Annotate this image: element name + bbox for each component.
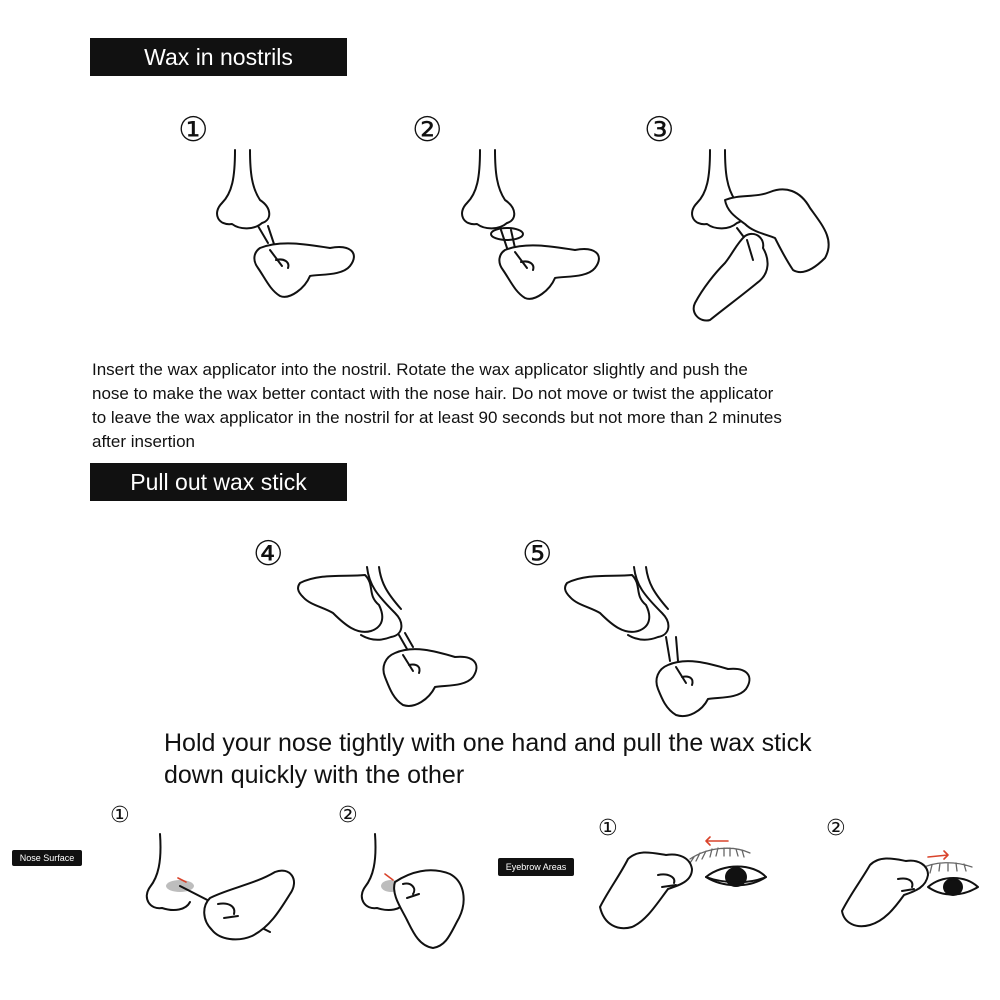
eyebrow-step-1-number: ① [598, 816, 618, 841]
eyebrow-areas-label: Eyebrow Areas [498, 858, 574, 876]
step-5-illustration [562, 565, 762, 720]
pull-instructions [164, 727, 944, 791]
instruction-line: nose to make the wax better contact with the nose hair. Do not move or twist the applicator [92, 384, 774, 403]
step-3-illustration [685, 148, 845, 328]
step-5-number: ⑤ [522, 534, 553, 574]
step-2-number: ② [412, 110, 443, 150]
nose-surface-label: Nose Surface [12, 850, 82, 866]
nose-surface-step-2-illustration [355, 832, 475, 952]
section-title-pull-out-wax-stick: Pull out wax stick [90, 463, 347, 501]
caption-line: down quickly with the other [164, 761, 465, 789]
eyebrow-step-1-illustration [598, 835, 788, 935]
instruction-line: after insertion [92, 432, 195, 451]
step-2-illustration [455, 148, 615, 308]
eyebrow-step-2-illustration [840, 835, 990, 935]
nose-step-2-number: ② [338, 803, 358, 828]
step-1-number: ① [178, 110, 209, 150]
section-title-wax-in-nostrils: Wax in nostrils [90, 38, 347, 76]
step-1-illustration [210, 148, 370, 308]
wax-instructions [92, 358, 952, 454]
nose-step-1-number: ① [110, 803, 130, 828]
instruction-line: Insert the wax applicator into the nostril. Rotate the wax applicator slightly and push the [92, 360, 748, 379]
step-4-number: ④ [253, 534, 284, 574]
instruction-line: to leave the wax applicator in the nostril for at least 90 seconds but not more than 2 minutes [92, 408, 782, 427]
caption-line: Hold your nose tightly with one hand and pull the wax stick [164, 729, 812, 757]
step-4-illustration [295, 565, 485, 715]
eyebrow-step-2-number: ② [826, 816, 846, 841]
nose-surface-step-1-illustration [140, 832, 305, 947]
step-3-number: ③ [644, 110, 675, 150]
